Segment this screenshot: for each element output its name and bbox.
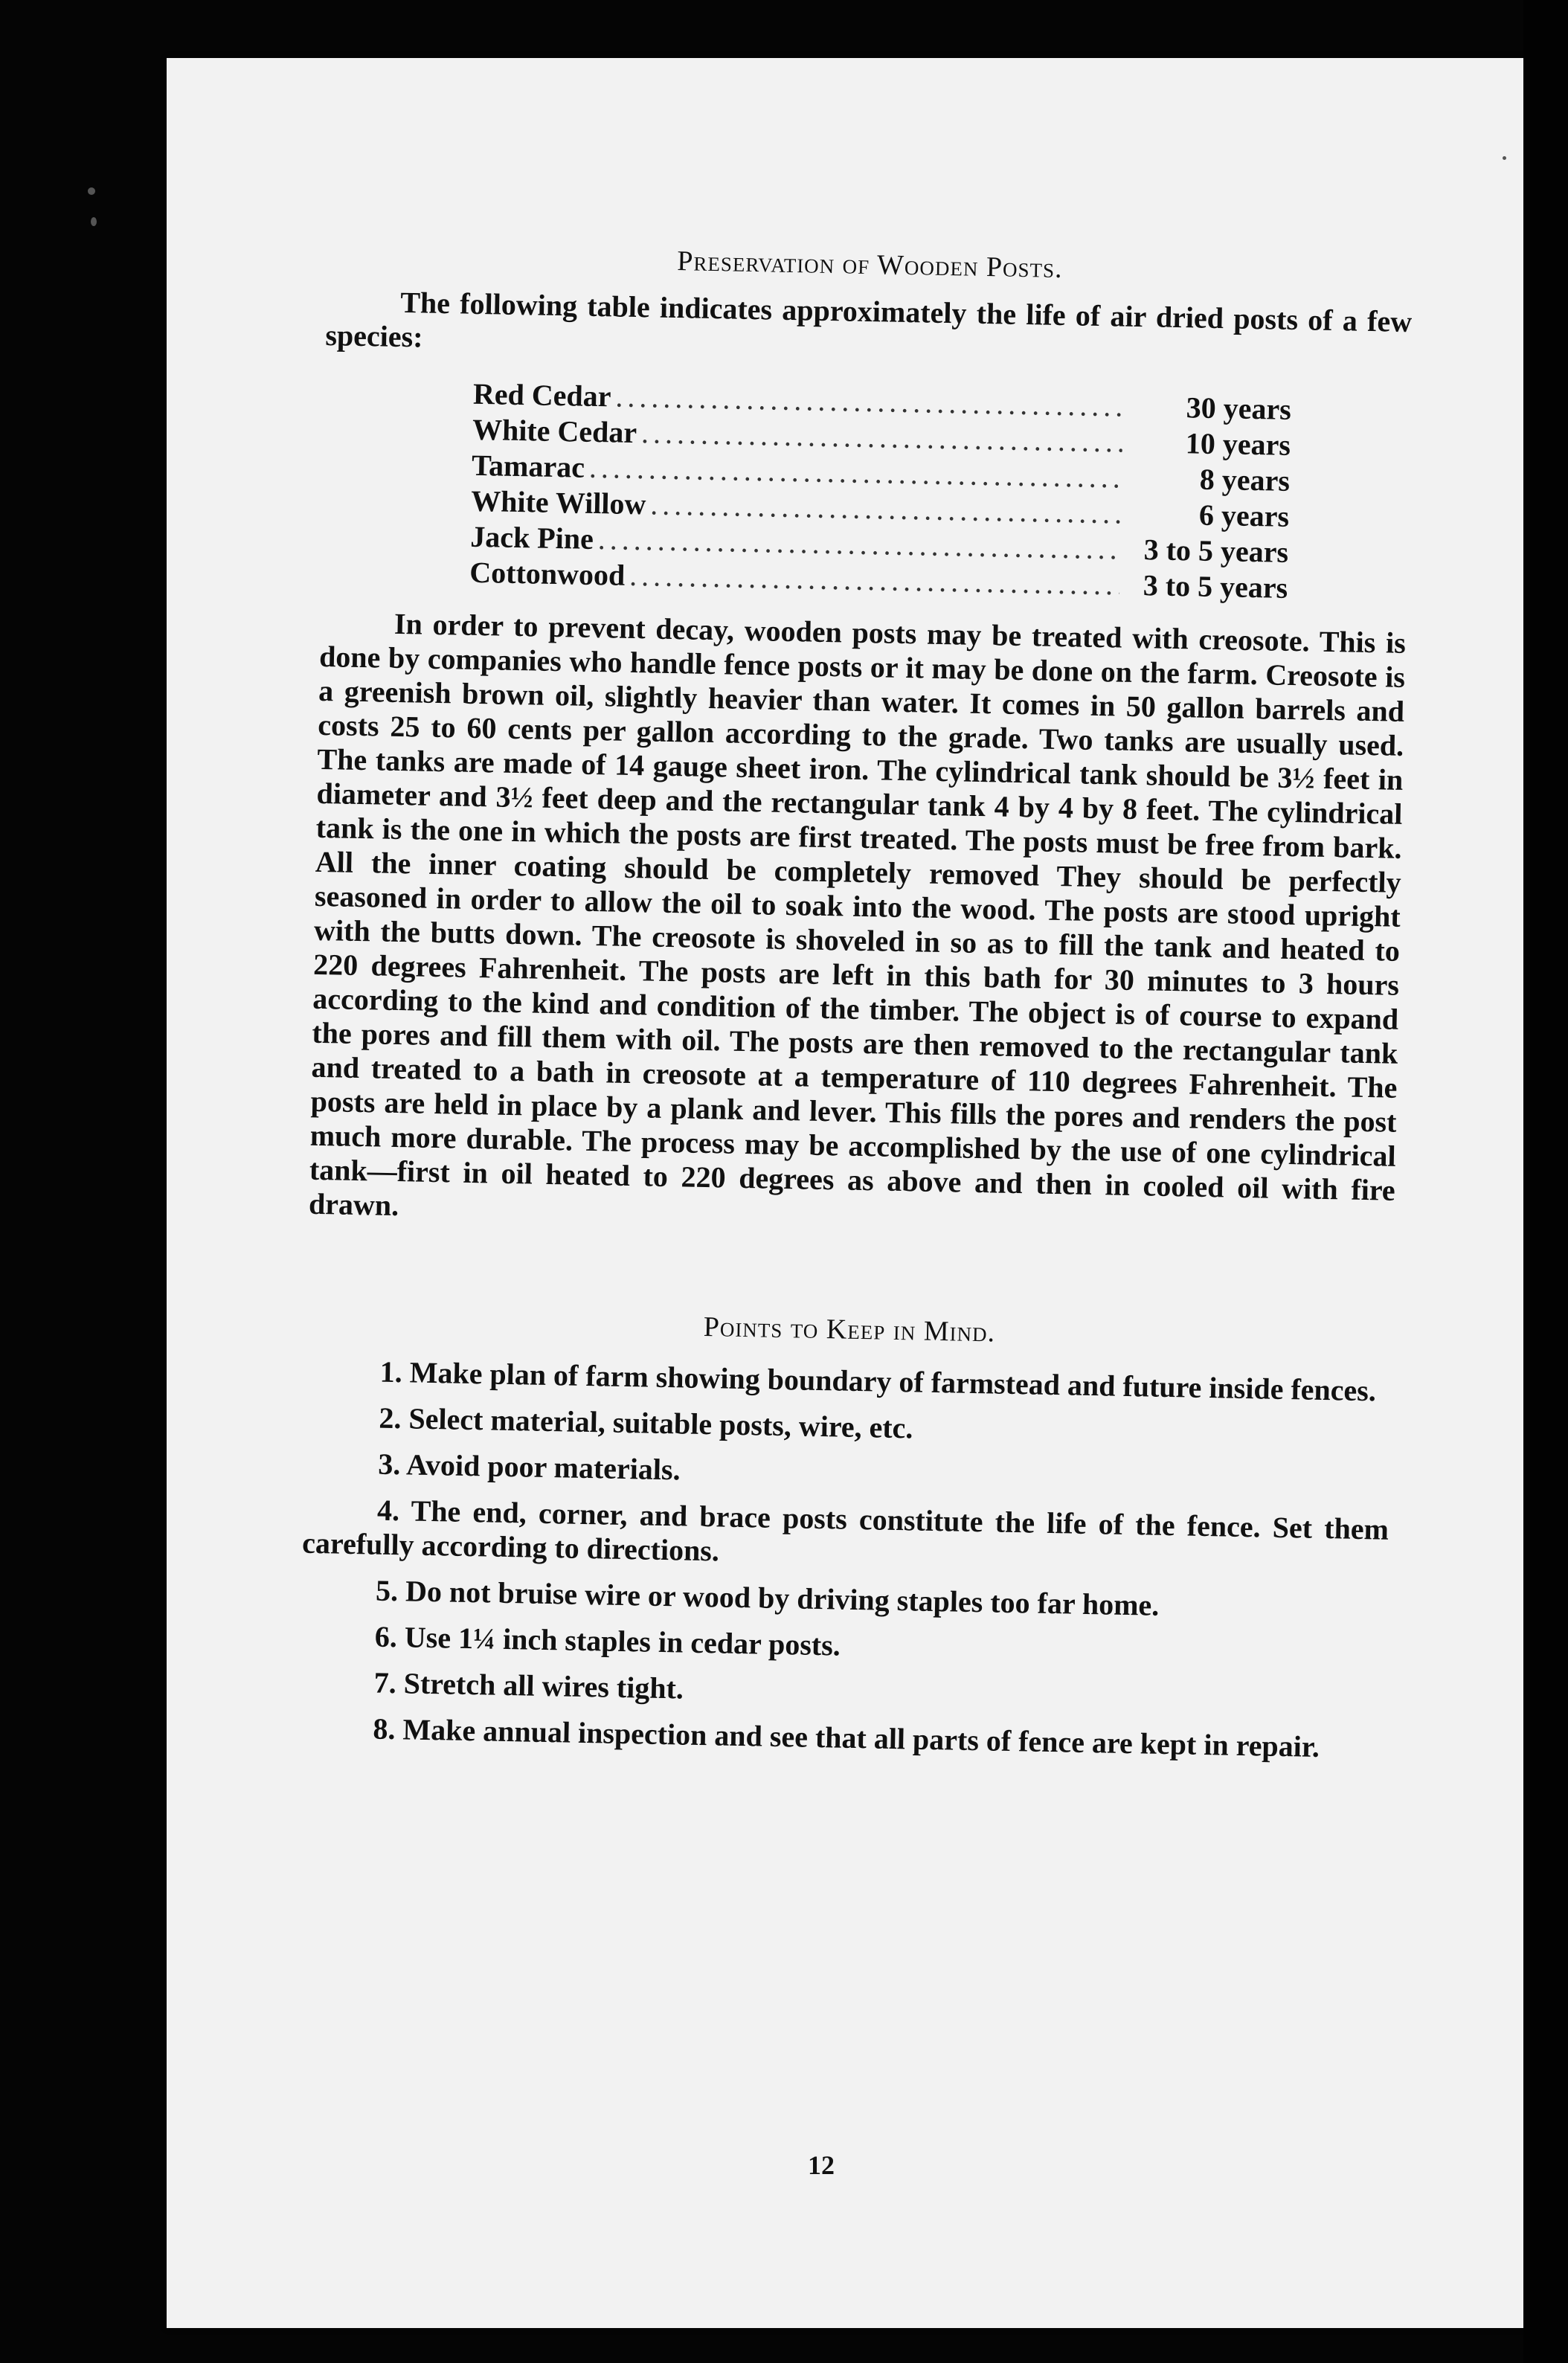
points-title: Points to Keep in Mind. bbox=[703, 1311, 996, 1348]
species-name: White Cedar bbox=[472, 412, 637, 450]
species-name: Tamarac bbox=[471, 448, 585, 484]
species-name: Cottonwood bbox=[469, 555, 626, 592]
list-item: 1. Make plan of farm showing boundary of farmstead and future inside fences. bbox=[379, 1354, 1377, 1408]
post-life: 8 years bbox=[1199, 462, 1291, 498]
list-item: 5. Do not bruise wire or wood by driving staples too far home. bbox=[375, 1573, 1160, 1622]
points-list bbox=[298, 1354, 1392, 1766]
scan-speck bbox=[91, 217, 97, 226]
post-life: 3 to 5 years bbox=[1143, 533, 1289, 569]
list-item: 6. Use 1¼ inch staples in cedar posts. bbox=[374, 1619, 841, 1662]
scan-edge bbox=[1523, 0, 1568, 2363]
species-name: White Willow bbox=[470, 483, 646, 521]
section-title: Preservation of Wooden Posts. bbox=[676, 245, 1063, 284]
page-content bbox=[298, 238, 1413, 1778]
post-life: 6 years bbox=[1198, 498, 1290, 533]
list-item: 2. Select material, suitable posts, wire, etc. bbox=[379, 1401, 913, 1445]
post-life: 30 years bbox=[1186, 390, 1292, 426]
post-life: 3 to 5 years bbox=[1143, 568, 1288, 605]
creosote-paragraph: In order to prevent decay, wooden posts may be treated with creosote. This is done by companies who handle fence posts or it may be done on the farm. Creosote is a greenish brown oil, slightly heavier than water. It comes in 50 gallon barrels and costs 25 to 60 cents per gallon according to the grade. Two tanks are usually used. The tanks are made of 14 gauge sheet iron. The cylindrical tank should be 3½ feet in diameter and 3½ feet deep and the rectangular tank 4 by 4 by 8 feet. The cylindrical tank is the one in which the posts are first treated. The posts must be free from bark. All the inner coating should be completely removed They should be perfectly seasoned in order to allow the oil to soak into the wood. The posts are stood upright with the butts down. The creosote is shoveled in so as to fill the tank and heated to 220 degrees Fahrenheit. The posts are left in this bath for 30 minutes to 3 hours according to the kind and condition of the timber. The object is of course to expand the pores and fill them with oil. The posts are then removed to the rectangular tank and treated to a bath in creosote at a temperature of 110 degrees Fahrenheit. The posts are held in place by a plank and lever. This fills the pores and renders the post much more durable. The process may be accomplished by the use of one cylindrical tank—first in oil heated to 220 degrees as above and then in cooled oil with fire drawn. bbox=[308, 606, 1407, 1223]
list-item: 7. Stretch all wires tight. bbox=[373, 1665, 684, 1705]
list-item: 8. Make annual inspection and see that all parts of fence are kept in repair. bbox=[373, 1711, 1320, 1764]
species-name: Jack Pine bbox=[469, 519, 594, 556]
list-item: 4. The end, corner, and brace posts constitute the life of the fence. Set them carefully according to directions. bbox=[301, 1493, 1389, 1568]
post-life-table bbox=[469, 376, 1291, 606]
scan-speck bbox=[88, 187, 95, 195]
scan-speck bbox=[1503, 156, 1506, 160]
list-item: 3. Avoid poor materials. bbox=[377, 1447, 681, 1487]
intro-paragraph: The following table indicates approximately the life of air dried posts of a few species: bbox=[325, 285, 1413, 354]
page-number: 12 bbox=[808, 2150, 835, 2180]
post-life: 10 years bbox=[1185, 426, 1291, 462]
species-name: Red Cedar bbox=[472, 376, 611, 414]
